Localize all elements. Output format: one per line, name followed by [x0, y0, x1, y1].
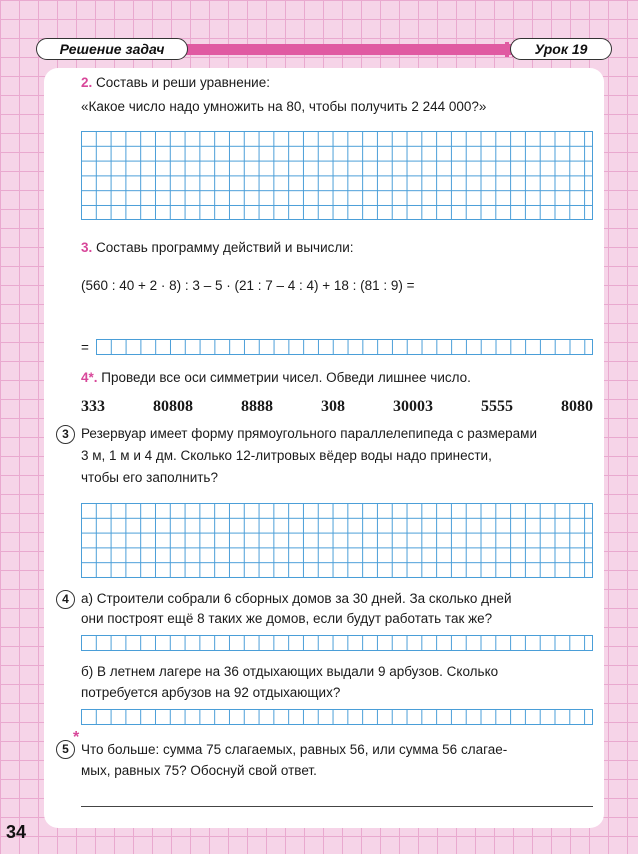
problem5-line1: Что больше: сумма 75 слагаемых, равных 56, или сумма 56 слагае- [81, 742, 508, 757]
task4-number: 4*. [81, 370, 98, 385]
problem5-answer-line[interactable] [81, 806, 593, 807]
problem4b-line2: потребуется арбузов на 92 отдыхающих? [81, 685, 341, 700]
task4-heading [81, 368, 471, 387]
task2-question: «Какое число надо умножить на 80, чтобы получить 2 244 000?» [81, 99, 487, 114]
lesson-title: Урок 19 [510, 38, 612, 60]
problem5-badge: 5 [56, 740, 75, 759]
task3-expression: (560 : 40 + 2 · 8) : 3 – 5 · (21 : 7 – 4 : 4) + 18 : (81 : 9) = [81, 278, 415, 293]
problem3-answer-grid[interactable] [81, 503, 593, 578]
section-title: Решение задач [36, 38, 188, 60]
number-item[interactable]: 8888 [241, 398, 273, 415]
challenge-star-icon: * [73, 729, 80, 746]
number-item[interactable]: 5555 [481, 398, 513, 415]
problem4a-line2: они построят ещё 8 таких же домов, если будут работать так же? [81, 611, 493, 626]
problem4a-answer-cells[interactable] [81, 635, 593, 651]
problem3-line3: чтобы его заполнить? [81, 470, 218, 485]
number-item[interactable]: 80808 [153, 398, 193, 415]
problem4b-answer-cells[interactable] [81, 709, 593, 725]
task2-answer-grid[interactable] [81, 131, 593, 220]
number-item[interactable]: 30003 [393, 398, 433, 415]
problem3-line1: Резервуар имеет форму прямоугольного параллелепипеда с размерами [81, 426, 537, 441]
task4-title: Проведи все оси симметрии чисел. Обведи лишнее число. [101, 370, 471, 385]
problem4b-line1: б) В летнем лагере на 36 отдыхающих выдали 9 арбузов. Сколько [81, 664, 499, 679]
task2-number: 2. [81, 75, 93, 90]
header-band [180, 44, 540, 55]
task3-heading [81, 238, 354, 257]
task3-equals: = [81, 340, 89, 355]
symmetry-numbers [81, 398, 593, 416]
problem3-line2: 3 м, 1 м и 4 дм. Сколько 12-литровых вёдер воды надо принести, [81, 448, 492, 463]
task3-answer-cells[interactable] [96, 339, 593, 355]
problem4a-line1: а) Строители собрали 6 сборных домов за 30 дней. За сколько дней [81, 591, 512, 606]
task2-heading [81, 73, 270, 92]
number-item[interactable]: 8080 [561, 398, 593, 415]
number-item[interactable]: 308 [321, 398, 345, 415]
problem5-line2: мых, равных 75? Обоснуй свой ответ. [81, 763, 317, 778]
page-header [30, 38, 608, 60]
task3-number: 3. [81, 240, 93, 255]
task2-title: Составь и реши уравнение: [96, 75, 270, 90]
problem3-badge: 3 [56, 425, 75, 444]
problem4-badge: 4 [56, 590, 75, 609]
page-number: 34 [6, 822, 27, 842]
number-item[interactable]: 333 [81, 398, 105, 415]
task3-title: Составь программу действий и вычисли: [96, 240, 354, 255]
